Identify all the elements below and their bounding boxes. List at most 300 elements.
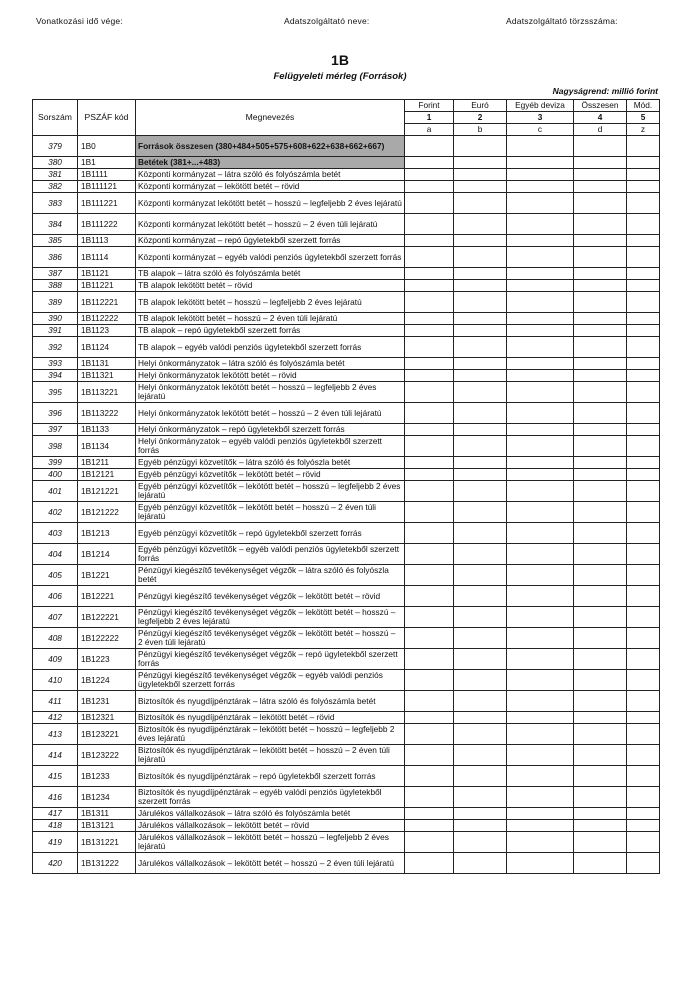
value-cell-egyeb-deviza[interactable] <box>507 853 574 874</box>
value-cell-mod[interactable] <box>627 337 660 358</box>
row-pszaf-code: 1B123221 <box>78 724 136 745</box>
row-description: Egyéb pénzügyi közvetítők – egyéb valódi penziós ügyletekből szerzett forrás <box>136 544 405 565</box>
value-cell-forint[interactable] <box>405 469 454 481</box>
value-cell-osszesen[interactable] <box>574 382 627 403</box>
value-cell-egyeb-deviza[interactable] <box>507 247 574 268</box>
row-number: 410 <box>33 670 78 691</box>
value-cell-forint[interactable] <box>405 712 454 724</box>
value-cell-euro[interactable] <box>454 370 507 382</box>
row-pszaf-code: 1B1231 <box>78 691 136 712</box>
value-cell-mod[interactable] <box>627 313 660 325</box>
value-cell-forint[interactable] <box>405 724 454 745</box>
row-number: 411 <box>33 691 78 712</box>
value-cell-mod[interactable] <box>627 403 660 424</box>
table-row <box>33 181 660 193</box>
value-cell-euro[interactable] <box>454 214 507 235</box>
value-cell-forint[interactable] <box>405 169 454 181</box>
value-cell-osszesen[interactable] <box>574 313 627 325</box>
value-cell-egyeb-deviza[interactable] <box>507 607 574 628</box>
value-cell-egyeb-deviza[interactable] <box>507 832 574 853</box>
value-cell-euro[interactable] <box>454 325 507 337</box>
row-description: Központi kormányzat – látra szóló és folyószámla betét <box>136 169 405 181</box>
value-cell-osszesen[interactable] <box>574 169 627 181</box>
value-cell-euro[interactable] <box>454 424 507 436</box>
row-number: 404 <box>33 544 78 565</box>
value-cell-egyeb-deviza[interactable] <box>507 181 574 193</box>
row-number: 382 <box>33 181 78 193</box>
value-cell-euro[interactable] <box>454 292 507 313</box>
row-description: Pénzügyi kiegészítő tevékenységet végzők – lekötött betét – hosszú – legfeljebb 2 éves lejáratú <box>136 607 405 628</box>
value-cell-osszesen[interactable] <box>574 670 627 691</box>
value-cell-osszesen[interactable] <box>574 481 627 502</box>
table-row <box>33 214 660 235</box>
value-cell-egyeb-deviza[interactable] <box>507 565 574 586</box>
table-row <box>33 745 660 766</box>
value-cell-egyeb-deviza[interactable] <box>507 436 574 457</box>
value-cell-forint[interactable] <box>405 370 454 382</box>
value-cell-forint[interactable] <box>405 313 454 325</box>
row-pszaf-code: 1B112222 <box>78 313 136 325</box>
value-cell-forint[interactable] <box>405 808 454 820</box>
value-cell-mod[interactable] <box>627 214 660 235</box>
col-header-forint: Forint <box>405 100 454 112</box>
value-cell-osszesen[interactable] <box>574 586 627 607</box>
value-cell-mod[interactable] <box>627 457 660 469</box>
table-row <box>33 712 660 724</box>
value-cell-osszesen[interactable] <box>574 325 627 337</box>
row-pszaf-code: 1B123222 <box>78 745 136 766</box>
value-cell-euro[interactable] <box>454 403 507 424</box>
value-cell-egyeb-deviza[interactable] <box>507 649 574 670</box>
row-pszaf-code: 1B111221 <box>78 193 136 214</box>
value-cell-osszesen[interactable] <box>574 457 627 469</box>
value-cell-forint[interactable] <box>405 766 454 787</box>
value-cell-osszesen[interactable] <box>574 691 627 712</box>
value-cell-mod[interactable] <box>627 268 660 280</box>
value-cell-euro[interactable] <box>454 247 507 268</box>
col-letter: b <box>454 124 507 136</box>
value-cell-euro[interactable] <box>454 169 507 181</box>
row-description: Betétek (381+...+483) <box>136 157 405 169</box>
value-cell-mod[interactable] <box>627 325 660 337</box>
value-cell-mod[interactable] <box>627 235 660 247</box>
value-cell-forint[interactable] <box>405 436 454 457</box>
value-cell-mod[interactable] <box>627 607 660 628</box>
value-cell-osszesen[interactable] <box>574 181 627 193</box>
value-cell-euro[interactable] <box>454 649 507 670</box>
value-cell-egyeb-deviza[interactable] <box>507 544 574 565</box>
value-cell-egyeb-deviza[interactable] <box>507 745 574 766</box>
value-cell-osszesen[interactable] <box>574 820 627 832</box>
value-cell-egyeb-deviza[interactable] <box>507 214 574 235</box>
value-cell-euro[interactable] <box>454 745 507 766</box>
row-number: 389 <box>33 292 78 313</box>
row-description: Biztosítók és nyugdíjpénztárak – lekötött betét – hosszú – legfeljebb 2 éves lejáratú <box>136 724 405 745</box>
value-cell-egyeb-deviza[interactable] <box>507 280 574 292</box>
value-cell-forint[interactable] <box>405 457 454 469</box>
value-cell-euro[interactable] <box>454 382 507 403</box>
value-cell-mod[interactable] <box>627 136 660 157</box>
value-cell-egyeb-deviza[interactable] <box>507 766 574 787</box>
row-description: Egyéb pénzügyi közvetítők – lekötött betét – hosszú – 2 éven túli lejáratú <box>136 502 405 523</box>
value-cell-egyeb-deviza[interactable] <box>507 481 574 502</box>
value-cell-forint[interactable] <box>405 481 454 502</box>
col-header-sorszam: Sorszám <box>33 100 78 136</box>
row-description: Helyi önkormányzatok – egyéb valódi penziós ügyletekből szerzett forrás <box>136 436 405 457</box>
row-description: Biztosítók és nyugdíjpénztárak – lekötött betét – rövid <box>136 712 405 724</box>
value-cell-euro[interactable] <box>454 712 507 724</box>
value-cell-forint[interactable] <box>405 157 454 169</box>
row-pszaf-code: 1B1133 <box>78 424 136 436</box>
col-letter: d <box>574 124 627 136</box>
value-cell-egyeb-deviza[interactable] <box>507 235 574 247</box>
row-description: TB alapok – látra szóló és folyószámla betét <box>136 268 405 280</box>
row-pszaf-code: 1B1114 <box>78 247 136 268</box>
row-description: Központi kormányzat lekötött betét – hosszú – legfeljebb 2 éves lejáratú <box>136 193 405 214</box>
value-cell-mod[interactable] <box>627 280 660 292</box>
value-cell-euro[interactable] <box>454 457 507 469</box>
table-row <box>33 820 660 832</box>
table-row <box>33 469 660 481</box>
value-cell-osszesen[interactable] <box>574 808 627 820</box>
value-cell-osszesen[interactable] <box>574 787 627 808</box>
value-cell-forint[interactable] <box>405 325 454 337</box>
value-cell-mod[interactable] <box>627 724 660 745</box>
row-number: 384 <box>33 214 78 235</box>
value-cell-forint[interactable] <box>405 691 454 712</box>
value-cell-osszesen[interactable] <box>574 724 627 745</box>
row-number: 379 <box>33 136 78 157</box>
value-cell-egyeb-deviza[interactable] <box>507 193 574 214</box>
value-cell-egyeb-deviza[interactable] <box>507 292 574 313</box>
row-description: TB alapok lekötött betét – hosszú – legfeljebb 2 éves lejáratú <box>136 292 405 313</box>
value-cell-mod[interactable] <box>627 523 660 544</box>
value-cell-osszesen[interactable] <box>574 136 627 157</box>
value-cell-osszesen[interactable] <box>574 523 627 544</box>
value-cell-euro[interactable] <box>454 628 507 649</box>
value-cell-egyeb-deviza[interactable] <box>507 268 574 280</box>
value-cell-egyeb-deviza[interactable] <box>507 382 574 403</box>
value-cell-mod[interactable] <box>627 649 660 670</box>
value-cell-euro[interactable] <box>454 193 507 214</box>
value-cell-osszesen[interactable] <box>574 424 627 436</box>
value-cell-mod[interactable] <box>627 502 660 523</box>
value-cell-egyeb-deviza[interactable] <box>507 313 574 325</box>
value-cell-mod[interactable] <box>627 469 660 481</box>
value-cell-euro[interactable] <box>454 481 507 502</box>
value-cell-mod[interactable] <box>627 745 660 766</box>
value-cell-osszesen[interactable] <box>574 370 627 382</box>
row-description: Járulékos vállalkozások – látra szóló és folyószámla betét <box>136 808 405 820</box>
value-cell-osszesen[interactable] <box>574 712 627 724</box>
row-description: TB alapok lekötött betét – hosszú – 2 éven túli lejáratú <box>136 313 405 325</box>
value-cell-forint[interactable] <box>405 544 454 565</box>
value-cell-mod[interactable] <box>627 169 660 181</box>
value-cell-euro[interactable] <box>454 469 507 481</box>
col-header-megnevezes: Megnevezés <box>136 100 405 136</box>
value-cell-forint[interactable] <box>405 745 454 766</box>
row-description: Pénzügyi kiegészítő tevékenységet végzők – repó ügyletekből szerzett forrás <box>136 649 405 670</box>
value-cell-forint[interactable] <box>405 628 454 649</box>
value-cell-egyeb-deviza[interactable] <box>507 457 574 469</box>
value-cell-euro[interactable] <box>454 523 507 544</box>
value-cell-egyeb-deviza[interactable] <box>507 670 574 691</box>
table-row <box>33 325 660 337</box>
value-cell-euro[interactable] <box>454 820 507 832</box>
value-cell-euro[interactable] <box>454 670 507 691</box>
value-cell-egyeb-deviza[interactable] <box>507 358 574 370</box>
value-cell-euro[interactable] <box>454 565 507 586</box>
value-cell-egyeb-deviza[interactable] <box>507 136 574 157</box>
value-cell-mod[interactable] <box>627 424 660 436</box>
value-cell-mod[interactable] <box>627 382 660 403</box>
table-row <box>33 370 660 382</box>
value-cell-osszesen[interactable] <box>574 337 627 358</box>
value-cell-euro[interactable] <box>454 832 507 853</box>
value-cell-euro[interactable] <box>454 787 507 808</box>
value-cell-osszesen[interactable] <box>574 436 627 457</box>
value-cell-mod[interactable] <box>627 832 660 853</box>
value-cell-mod[interactable] <box>627 370 660 382</box>
balance-sheet-table <box>32 99 660 874</box>
value-cell-forint[interactable] <box>405 403 454 424</box>
value-cell-osszesen[interactable] <box>574 292 627 313</box>
value-cell-forint[interactable] <box>405 358 454 370</box>
value-cell-egyeb-deviza[interactable] <box>507 586 574 607</box>
value-cell-osszesen[interactable] <box>574 268 627 280</box>
row-pszaf-code: 1B0 <box>78 136 136 157</box>
value-cell-osszesen[interactable] <box>574 565 627 586</box>
col-header-euro: Euró <box>454 100 507 112</box>
row-number: 387 <box>33 268 78 280</box>
value-cell-egyeb-deviza[interactable] <box>507 169 574 181</box>
value-cell-osszesen[interactable] <box>574 235 627 247</box>
value-cell-mod[interactable] <box>627 586 660 607</box>
value-cell-euro[interactable] <box>454 313 507 325</box>
provider-id-label: Adatszolgáltató törzsszáma: <box>506 16 618 26</box>
value-cell-forint[interactable] <box>405 268 454 280</box>
value-cell-forint[interactable] <box>405 607 454 628</box>
table-row <box>33 691 660 712</box>
value-cell-osszesen[interactable] <box>574 247 627 268</box>
row-description: Egyéb pénzügyi közvetítők – repó ügyletekből szerzett forrás <box>136 523 405 544</box>
value-cell-mod[interactable] <box>627 628 660 649</box>
table-row <box>33 766 660 787</box>
value-cell-osszesen[interactable] <box>574 193 627 214</box>
value-cell-egyeb-deviza[interactable] <box>507 325 574 337</box>
row-pszaf-code: 1B1123 <box>78 325 136 337</box>
value-cell-osszesen[interactable] <box>574 766 627 787</box>
value-cell-osszesen[interactable] <box>574 502 627 523</box>
row-description: Központi kormányzat – repó ügyletekből szerzett forrás <box>136 235 405 247</box>
value-cell-forint[interactable] <box>405 787 454 808</box>
value-cell-osszesen[interactable] <box>574 280 627 292</box>
value-cell-mod[interactable] <box>627 193 660 214</box>
value-cell-osszesen[interactable] <box>574 403 627 424</box>
row-pszaf-code: 1B1134 <box>78 436 136 457</box>
row-pszaf-code: 1B111121 <box>78 181 136 193</box>
period-end-label: Vonatkozási idő vége: <box>36 16 123 26</box>
value-cell-egyeb-deviza[interactable] <box>507 820 574 832</box>
value-cell-osszesen[interactable] <box>574 358 627 370</box>
row-description: Források összesen (380+484+505+575+608+622+638+662+667) <box>136 136 405 157</box>
value-cell-egyeb-deviza[interactable] <box>507 523 574 544</box>
value-cell-euro[interactable] <box>454 586 507 607</box>
value-cell-mod[interactable] <box>627 247 660 268</box>
value-cell-osszesen[interactable] <box>574 628 627 649</box>
value-cell-mod[interactable] <box>627 691 660 712</box>
value-cell-osszesen[interactable] <box>574 607 627 628</box>
value-cell-mod[interactable] <box>627 481 660 502</box>
value-cell-euro[interactable] <box>454 724 507 745</box>
row-pszaf-code: 1B11221 <box>78 280 136 292</box>
value-cell-euro[interactable] <box>454 235 507 247</box>
value-cell-mod[interactable] <box>627 358 660 370</box>
value-cell-euro[interactable] <box>454 280 507 292</box>
col-header-mod: Mód. <box>627 100 660 112</box>
value-cell-osszesen[interactable] <box>574 157 627 169</box>
value-cell-euro[interactable] <box>454 157 507 169</box>
value-cell-forint[interactable] <box>405 136 454 157</box>
value-cell-forint[interactable] <box>405 523 454 544</box>
value-cell-egyeb-deviza[interactable] <box>507 502 574 523</box>
table-row <box>33 853 660 874</box>
row-description: Biztosítók és nyugdíjpénztárak – lekötött betét – hosszú – 2 éven túli lejáratú <box>136 745 405 766</box>
value-cell-euro[interactable] <box>454 136 507 157</box>
value-cell-osszesen[interactable] <box>574 544 627 565</box>
value-cell-euro[interactable] <box>454 607 507 628</box>
row-pszaf-code: 1B1211 <box>78 457 136 469</box>
value-cell-forint[interactable] <box>405 820 454 832</box>
row-pszaf-code: 1B1234 <box>78 787 136 808</box>
value-cell-mod[interactable] <box>627 292 660 313</box>
row-number: 408 <box>33 628 78 649</box>
value-cell-mod[interactable] <box>627 181 660 193</box>
value-cell-forint[interactable] <box>405 670 454 691</box>
value-cell-mod[interactable] <box>627 820 660 832</box>
value-cell-egyeb-deviza[interactable] <box>507 808 574 820</box>
row-number: 412 <box>33 712 78 724</box>
value-cell-forint[interactable] <box>405 181 454 193</box>
value-cell-mod[interactable] <box>627 787 660 808</box>
table-row <box>33 436 660 457</box>
value-cell-euro[interactable] <box>454 691 507 712</box>
value-cell-osszesen[interactable] <box>574 853 627 874</box>
value-cell-euro[interactable] <box>454 268 507 280</box>
value-cell-egyeb-deviza[interactable] <box>507 370 574 382</box>
table-row <box>33 787 660 808</box>
value-cell-forint[interactable] <box>405 337 454 358</box>
value-cell-egyeb-deviza[interactable] <box>507 724 574 745</box>
row-pszaf-code: 1B1111 <box>78 169 136 181</box>
col-letter: z <box>627 124 660 136</box>
value-cell-mod[interactable] <box>627 766 660 787</box>
value-cell-egyeb-deviza[interactable] <box>507 469 574 481</box>
value-cell-forint[interactable] <box>405 832 454 853</box>
row-number: 417 <box>33 808 78 820</box>
value-cell-euro[interactable] <box>454 544 507 565</box>
value-cell-egyeb-deviza[interactable] <box>507 157 574 169</box>
row-pszaf-code: 1B13121 <box>78 820 136 832</box>
row-number: 394 <box>33 370 78 382</box>
value-cell-egyeb-deviza[interactable] <box>507 403 574 424</box>
row-description: Központi kormányzat – egyéb valódi penziós ügyletekből szerzett forrás <box>136 247 405 268</box>
value-cell-forint[interactable] <box>405 853 454 874</box>
value-cell-egyeb-deviza[interactable] <box>507 787 574 808</box>
col-number: 2 <box>454 112 507 124</box>
value-cell-egyeb-deviza[interactable] <box>507 691 574 712</box>
value-cell-forint[interactable] <box>405 280 454 292</box>
value-cell-forint[interactable] <box>405 247 454 268</box>
value-cell-egyeb-deviza[interactable] <box>507 337 574 358</box>
value-cell-egyeb-deviza[interactable] <box>507 628 574 649</box>
value-cell-forint[interactable] <box>405 586 454 607</box>
row-description: Járulékos vállalkozások – lekötött betét – hosszú – 2 éven túli lejáratú <box>136 853 405 874</box>
col-number: 3 <box>507 112 574 124</box>
value-cell-osszesen[interactable] <box>574 469 627 481</box>
value-cell-mod[interactable] <box>627 712 660 724</box>
value-cell-euro[interactable] <box>454 502 507 523</box>
row-description: Egyéb pénzügyi közvetítők – lekötött betét – rövid <box>136 469 405 481</box>
value-cell-osszesen[interactable] <box>574 649 627 670</box>
value-cell-osszesen[interactable] <box>574 214 627 235</box>
value-cell-forint[interactable] <box>405 649 454 670</box>
value-cell-euro[interactable] <box>454 766 507 787</box>
row-pszaf-code: 1B12121 <box>78 469 136 481</box>
value-cell-forint[interactable] <box>405 235 454 247</box>
table-row <box>33 247 660 268</box>
value-cell-mod[interactable] <box>627 157 660 169</box>
value-cell-osszesen[interactable] <box>574 832 627 853</box>
value-cell-forint[interactable] <box>405 424 454 436</box>
value-cell-euro[interactable] <box>454 181 507 193</box>
row-pszaf-code: 1B122221 <box>78 607 136 628</box>
row-pszaf-code: 1B1 <box>78 157 136 169</box>
value-cell-mod[interactable] <box>627 436 660 457</box>
value-cell-mod[interactable] <box>627 853 660 874</box>
value-cell-forint[interactable] <box>405 214 454 235</box>
value-cell-mod[interactable] <box>627 670 660 691</box>
row-number: 399 <box>33 457 78 469</box>
value-cell-euro[interactable] <box>454 853 507 874</box>
value-cell-forint[interactable] <box>405 502 454 523</box>
value-cell-euro[interactable] <box>454 808 507 820</box>
table-row <box>33 193 660 214</box>
table-row <box>33 586 660 607</box>
row-number: 397 <box>33 424 78 436</box>
row-description: Biztosítók és nyugdíjpénztárak – repó ügyletekből szerzett forrás <box>136 766 405 787</box>
value-cell-mod[interactable] <box>627 544 660 565</box>
value-cell-mod[interactable] <box>627 808 660 820</box>
value-cell-euro[interactable] <box>454 436 507 457</box>
value-cell-forint[interactable] <box>405 193 454 214</box>
row-description: Pénzügyi kiegészítő tevékenységet végzők – látra szóló és folyószla betét <box>136 565 405 586</box>
table-row <box>33 358 660 370</box>
value-cell-euro[interactable] <box>454 358 507 370</box>
row-number: 416 <box>33 787 78 808</box>
value-cell-forint[interactable] <box>405 292 454 313</box>
table-row <box>33 607 660 628</box>
value-cell-egyeb-deviza[interactable] <box>507 712 574 724</box>
table-row <box>33 169 660 181</box>
value-cell-forint[interactable] <box>405 565 454 586</box>
value-cell-euro[interactable] <box>454 337 507 358</box>
value-cell-mod[interactable] <box>627 565 660 586</box>
value-cell-osszesen[interactable] <box>574 745 627 766</box>
value-cell-forint[interactable] <box>405 382 454 403</box>
row-pszaf-code: 1B1113 <box>78 235 136 247</box>
value-cell-egyeb-deviza[interactable] <box>507 424 574 436</box>
